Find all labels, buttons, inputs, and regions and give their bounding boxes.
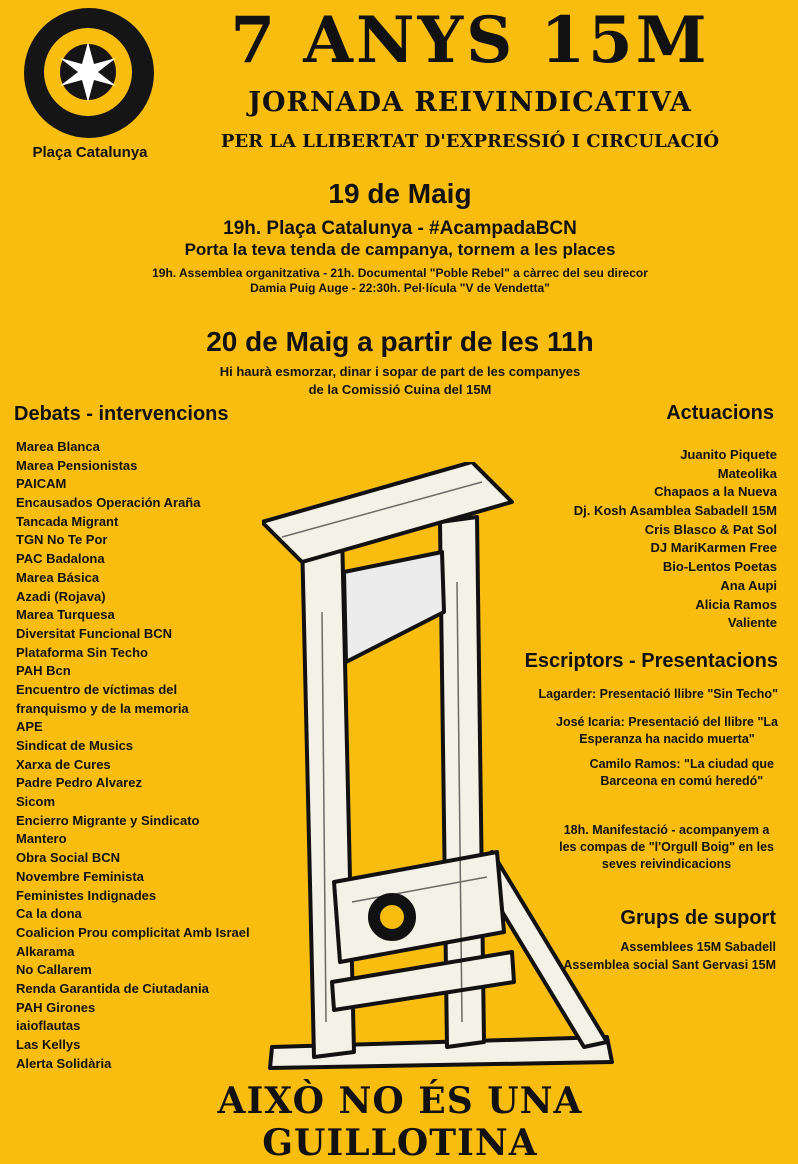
grups-title: Grups de suport (620, 907, 776, 929)
list-item: DJ MariKarmen Free (650, 540, 777, 556)
list-item: Plataforma Sin Techo (16, 644, 148, 660)
list-item: Coalicion Prou complicitat Amb Israel (16, 924, 250, 940)
list-item: Chapaos a la Nueva (654, 484, 777, 500)
list-item: Renda Garantida de Ciutadania (16, 980, 209, 996)
list-item: Azadi (Rojava) (16, 588, 106, 604)
list-item: Juanito Piquete (680, 447, 777, 462)
list-item: Tancada Migrant (16, 513, 119, 529)
escriptor-item-2: José Icaria: Presentació del llibre "La Esperanza ha nacido muerta" (556, 715, 778, 746)
list-item: Sicom (16, 794, 56, 810)
logo (22, 8, 160, 161)
list-item: Obra Social BCN (16, 850, 121, 866)
list-item: Valiente (727, 615, 777, 631)
subtitle: JORNADA REIVINDICATIVA (248, 87, 692, 118)
escriptor-item-1: Lagarder: Presentació llibre "Sin Techo" (538, 687, 778, 701)
list-item: Alerta Solidària (16, 1055, 112, 1071)
list-item: Ca la dona (16, 906, 82, 922)
list-item: Marea Pensionistas (16, 457, 138, 473)
day20-info (120, 363, 680, 399)
day20-line2: de la Comissió Cuina del 15M (308, 382, 492, 397)
grups-item-1: Assemblees 15M Sabadell (620, 940, 776, 954)
list-item: franquismo y de la memoria (16, 700, 189, 716)
manifestacio-info: 18h. Manifestació - acompanyem a les compas de "l'Orgull Boig" en les seves reivindicacions (559, 823, 774, 871)
list-item: Diversitat Funcional BCN (16, 625, 173, 641)
list-item: Sindicat de Musics (16, 738, 134, 753)
list-item: Encierro Migrante y Sindicato (16, 812, 200, 828)
list-item: PAH Bcn (16, 663, 71, 679)
list-item: PAH Girones (16, 999, 96, 1015)
list-item: Ana Aupi (720, 577, 777, 593)
debats-list (16, 438, 250, 1073)
list-item: Bio-Lentos Poetas (662, 559, 777, 575)
list-item: PAC Badalona (16, 551, 105, 567)
guillotine-illustration (262, 462, 622, 1072)
logo-label: Plaça Catalunya (32, 144, 148, 161)
day19-line2: Porta la teva tenda de campanya, tornem a les places (184, 240, 616, 259)
list-item: Novembre Feminista (16, 868, 144, 884)
subtitle-2: PER LA LLIBERTAT D'EXPRESSIÓ I CIRCULACIÓ (220, 131, 720, 152)
list-item: Alkarama (16, 943, 75, 959)
list-item: iaioflautas (16, 1018, 81, 1034)
list-item: Cris Blasco & Pat Sol (644, 521, 777, 537)
debats-title: Debats - intervencions (14, 403, 229, 425)
actuacions-title: Actuacions (666, 402, 774, 424)
list-item: Dj. Kosh Asamblea Sabadell 15M (573, 503, 777, 519)
day19-line1: 19h. Plaça Catalunya - #AcampadaBCN (223, 218, 577, 239)
day20-date: 20 de Maig a partir de les 11h (206, 326, 594, 357)
list-item: Encuentro de víctimas del (16, 681, 178, 697)
day20-line1: Hi haurà esmorzar, dinar i sopar de part de les companyes (219, 364, 581, 379)
list-item: TGN No Te Por (16, 532, 108, 548)
list-item: APE (16, 719, 43, 735)
list-item: No Callarem (16, 962, 92, 978)
day19-date: 19 de Maig (328, 178, 472, 209)
star-icon (54, 38, 122, 106)
list-item: Encausados Operación Araña (16, 495, 201, 511)
list-item: Marea Blanca (16, 439, 100, 454)
list-item: Mantero (16, 831, 67, 847)
list-item: Marea Básica (16, 569, 100, 585)
actuacions-list (574, 446, 777, 633)
footer-slogan: AIXÒ NO ÉS UNA GUILLOTINA (217, 1080, 583, 1164)
list-item: Xarxa de Cures (16, 756, 111, 772)
day19-line3: 19h. Assemblea organitzativa - 21h. Documental "Poble Rebel" a càrrec del seu direcor Damia Puig Auge - 22:30h. Pel·lícula "V de Vendetta" (152, 266, 648, 295)
list-item: Mateolika (717, 465, 777, 481)
grups-item-2: Assemblea social Sant Gervasi 15M (563, 958, 776, 972)
escriptor-item-3: Camilo Ramos: "La ciudad que Barceona en comú heredó" (589, 757, 774, 788)
list-item: Alicia Ramos (695, 596, 777, 612)
list-item: Marea Turquesa (16, 607, 115, 623)
list-item: PAICAM (16, 476, 67, 492)
page-title: 7 ANYS 15M (230, 3, 710, 78)
list-item: Feministes Indignades (16, 887, 157, 903)
escriptors-title: Escriptors - Presentacions (524, 650, 778, 672)
list-item: Las Kellys (16, 1037, 81, 1052)
list-item: Padre Pedro Alvarez (16, 775, 142, 791)
